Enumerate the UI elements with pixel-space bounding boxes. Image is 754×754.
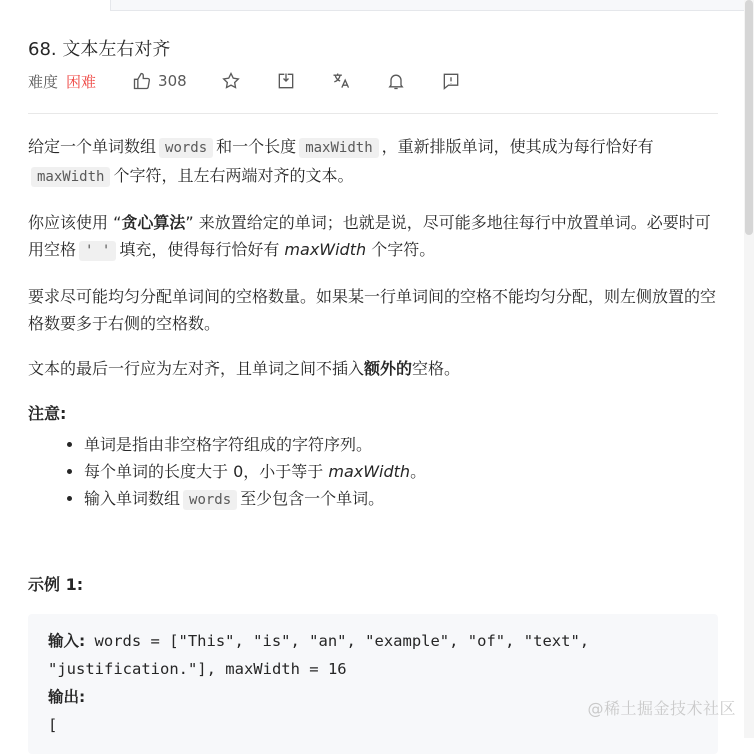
feedback-icon — [441, 71, 461, 91]
inline-code: maxWidth — [299, 138, 378, 158]
output-label: 输出: — [48, 688, 86, 706]
thumbs-up-icon — [132, 71, 152, 91]
star-icon — [221, 71, 241, 91]
like-count: 308 — [158, 72, 187, 90]
description-paragraph-1 — [28, 133, 720, 191]
text: ，重新排版单词，使其成为每行恰好有 — [381, 137, 654, 156]
like-button[interactable] — [132, 71, 187, 91]
note-title-wrap — [28, 400, 720, 427]
divider — [28, 113, 718, 114]
text: 空格。 — [412, 359, 461, 378]
feedback-button[interactable] — [441, 71, 461, 91]
description-paragraph-2 — [28, 209, 720, 265]
text: ” 来放置给定的单词；也就是说，尽可能多地往每行中放置单词。必要时可用空格 — [28, 213, 711, 259]
notes-list — [28, 431, 720, 514]
text: 和一个长度 — [216, 137, 297, 156]
text: 。 — [410, 462, 427, 481]
note-title: 注意: — [28, 404, 67, 423]
watermark: @稀土掘金技术社区 — [587, 699, 736, 718]
input-label: 输入: — [48, 632, 86, 650]
translate-button[interactable] — [331, 71, 351, 91]
list-item — [84, 485, 720, 514]
list-item — [84, 458, 720, 485]
text: 文本的最后一行应为左对齐，且单词之间不插入 — [28, 359, 365, 378]
code-text: words = ["This", "is", "an", "example", "of", "text", — [85, 632, 590, 650]
inline-code: ' ' — [79, 241, 116, 261]
share-button[interactable] — [276, 71, 296, 91]
bell-icon — [386, 71, 406, 91]
top-tab-bar — [110, 0, 754, 11]
text: 给定一个单词数组 — [28, 137, 157, 156]
scrollbar-thumb[interactable] — [745, 0, 753, 235]
favorite-button[interactable] — [221, 71, 241, 91]
problem-description — [28, 133, 720, 514]
description-paragraph-3: 要求尽可能均匀分配单词间的空格数量。如果某一行单词间的空格不能均匀分配，则左侧放置的空格数要多于右侧的空格数。 — [28, 287, 717, 333]
problem-meta-bar — [28, 70, 461, 92]
text: 每个单词的长度大于 0，小于等于 — [84, 462, 324, 481]
difficulty-badge: 困难 — [66, 72, 97, 91]
italic-text: maxWidth — [284, 240, 367, 259]
inline-code: words — [183, 490, 237, 510]
text: 个字符，且左右两端对齐的文本。 — [113, 166, 354, 185]
difficulty-label: 难度 — [28, 72, 59, 91]
bold-text: 额外的 — [364, 359, 413, 378]
text: 你应该使用 “ — [28, 213, 122, 232]
example-heading: 示例 1: — [28, 575, 84, 594]
scrollbar[interactable] — [744, 0, 754, 738]
text: 至少包含一个单词。 — [240, 489, 385, 508]
share-icon — [276, 71, 296, 91]
description-paragraph-4 — [28, 355, 720, 382]
example-output-value: [ — [48, 716, 58, 734]
list-item: • 单词是指由非空格字符组成的字符序列。 — [84, 431, 720, 458]
problem-title: 68. 文本左右对齐 — [28, 39, 171, 60]
translate-icon — [331, 71, 351, 91]
notification-button[interactable] — [386, 71, 406, 91]
bold-text: 贪心算法 — [121, 213, 186, 232]
text: 个字符。 — [371, 240, 436, 259]
text: 填充，使得每行恰好有 — [119, 240, 280, 259]
inline-code: words — [159, 138, 213, 158]
inline-code: maxWidth — [31, 167, 110, 187]
example-input-line — [48, 627, 718, 655]
example-input-line-2: "justification."], maxWidth = 16 — [48, 660, 347, 678]
italic-text: maxWidth — [328, 462, 411, 481]
text: 输入单词数组 — [84, 489, 181, 508]
example-code-block — [28, 614, 718, 754]
